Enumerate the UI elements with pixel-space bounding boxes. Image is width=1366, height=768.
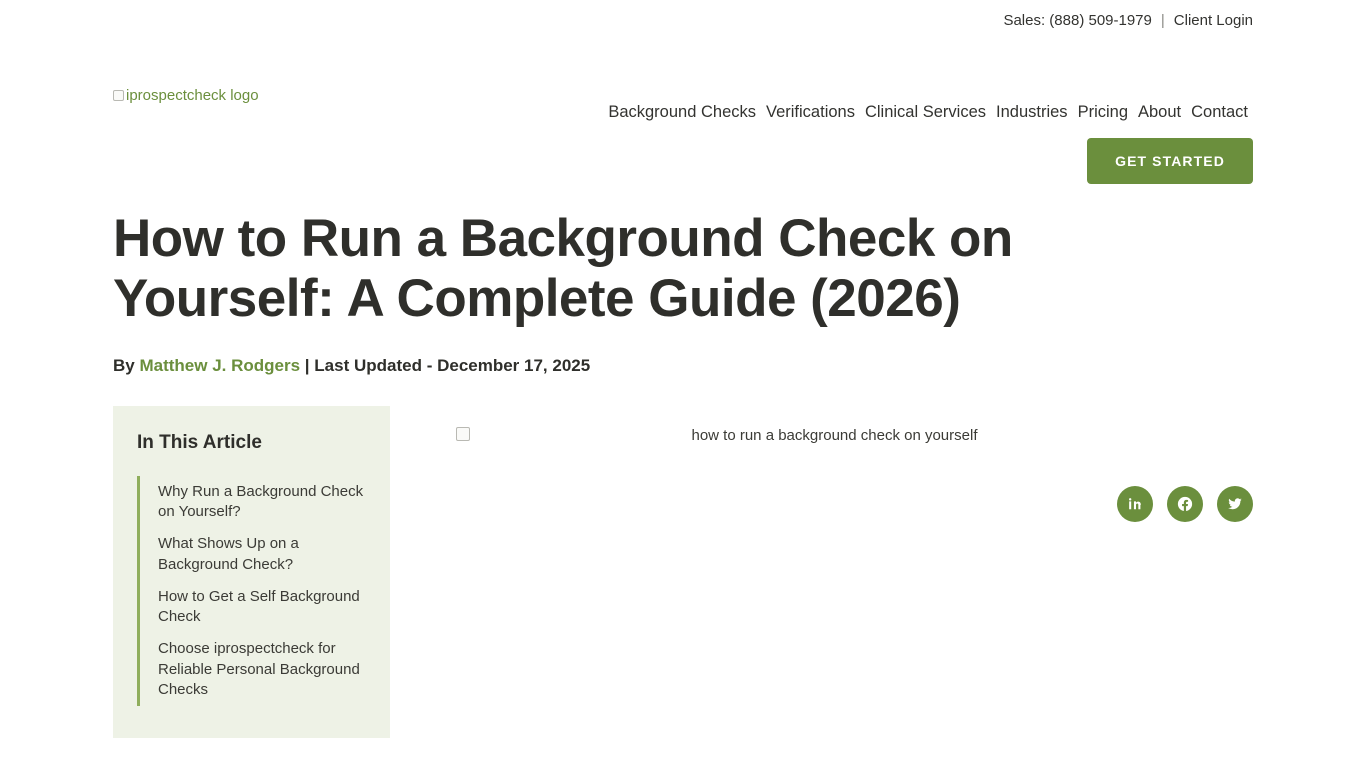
nav-item-background-checks[interactable]: Background Checks [608, 103, 756, 121]
broken-image-icon [113, 90, 124, 101]
table-of-contents [113, 406, 390, 738]
list-item [140, 581, 366, 634]
list-item [140, 633, 366, 706]
nav-item-clinical-services[interactable]: Clinical Services [864, 103, 987, 121]
toc-title: In This Article [137, 431, 262, 453]
byline-separator: | [304, 355, 310, 375]
site-header [0, 29, 1366, 169]
hero-image-alt-text: how to run a background check on yourself [691, 426, 978, 444]
main-navigation [603, 103, 1253, 122]
nav-item-contact[interactable]: Contact [1191, 103, 1248, 121]
nav-item-about[interactable]: About [1138, 103, 1182, 121]
sales-phone[interactable]: Sales: (888) 509-1979 [1003, 12, 1152, 29]
toc-link-why-run[interactable]: Why Run a Background Check on Yourself? [158, 482, 364, 521]
get-started-button[interactable]: GET STARTED [1087, 138, 1253, 184]
nav-item-pricing[interactable]: Pricing [1077, 103, 1128, 121]
article-header [0, 149, 1366, 376]
client-login-link[interactable]: Client Login [1173, 12, 1253, 29]
hero-image [456, 422, 1213, 722]
toc-link-how-to-get[interactable]: How to Get a Self Background Check [158, 587, 360, 626]
list-item [140, 476, 366, 529]
byline-prefix: By [113, 355, 135, 375]
utility-bar [0, 0, 1366, 29]
author-link[interactable]: Matthew J. Rodgers [139, 355, 301, 375]
twitter-icon[interactable] [1217, 486, 1253, 522]
page-title: How to Run a Background Check on Yourself: A Complete Guide (2026) [113, 209, 1013, 329]
toc-link-choose-iprospectcheck[interactable]: Choose iprospectcheck for Reliable Personal Background Checks [158, 640, 360, 698]
site-logo[interactable] [113, 87, 259, 104]
list-item [140, 528, 366, 581]
toc-link-what-shows-up[interactable]: What Shows Up on a Background Check? [158, 535, 299, 573]
nav-item-industries[interactable]: Industries [996, 103, 1068, 121]
utility-divider: | [1160, 12, 1165, 29]
byline [113, 356, 1253, 376]
last-updated-text: Last Updated - December 17, 2025 [314, 355, 591, 375]
site-logo-alt-text: iprospectcheck logo [126, 87, 259, 104]
article-body [0, 376, 1366, 738]
nav-item-verifications[interactable]: Verifications [766, 103, 855, 121]
toc-list [137, 476, 366, 706]
